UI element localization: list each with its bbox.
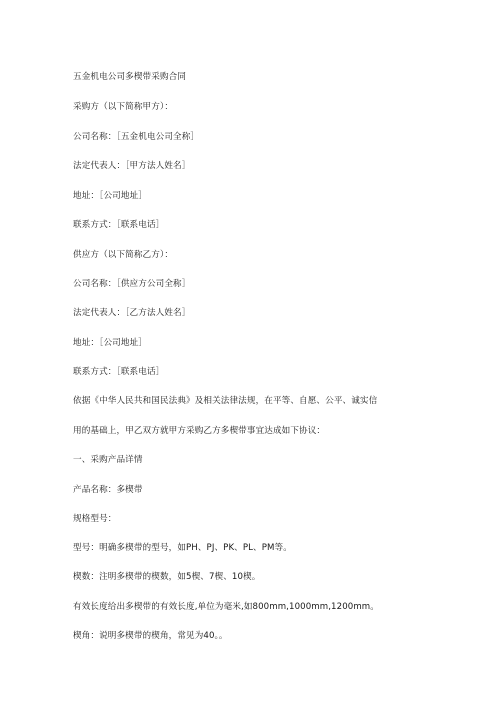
preamble-line-1: 依据《中华人民共和国民法典》及相关法律法规，在平等、自愿、公平、诚实信 [73,396,378,406]
spec-rib-count: 楔数：注明多楔带的楔数，如5楔、7楔、10楔。 [73,572,261,582]
buyer-legal-rep: 法定代表人：［甲方法人姓名］ [73,161,191,171]
product-name: 产品名称：多楔带 [73,485,143,495]
preamble-line-2: 用的基础上，甲乙双方就甲方采购乙方多楔带事宜达成如下协议： [73,426,326,436]
supplier-company-name: 公司名称：［供应方公司全称］ [73,279,191,289]
spec-model: 型号：明确多楔带的型号，如PH、PJ、PK、PL、PM等。 [73,543,292,553]
buyer-heading: 采购方（以下简称甲方）： [73,102,174,112]
buyer-company-name: 公司名称：［五金机电公司全称］ [73,132,200,142]
supplier-contact: 联系方式：［联系电话］ [73,367,165,377]
section-heading-1: 一、采购产品详情 [73,455,143,465]
buyer-contact: 联系方式：［联系电话］ [73,220,165,230]
spec-heading: 规格型号： [73,514,117,524]
supplier-legal-rep: 法定代表人：［乙方法人姓名］ [73,308,191,318]
document-title: 五金机电公司多楔带采购合同 [73,72,187,82]
supplier-heading: 供应方（以下简称乙方）： [73,250,174,260]
spec-wedge-angle: 楔角：说明多楔带的楔角，常见为40。。 [73,631,228,641]
buyer-address: 地址：［公司地址］ [73,191,147,201]
spec-effective-length: 有效长度给出多楔带的有效长度,单位为毫米,如800mm,1000mm,1200mm。 [73,602,379,612]
supplier-address: 地址：［公司地址］ [73,338,147,348]
